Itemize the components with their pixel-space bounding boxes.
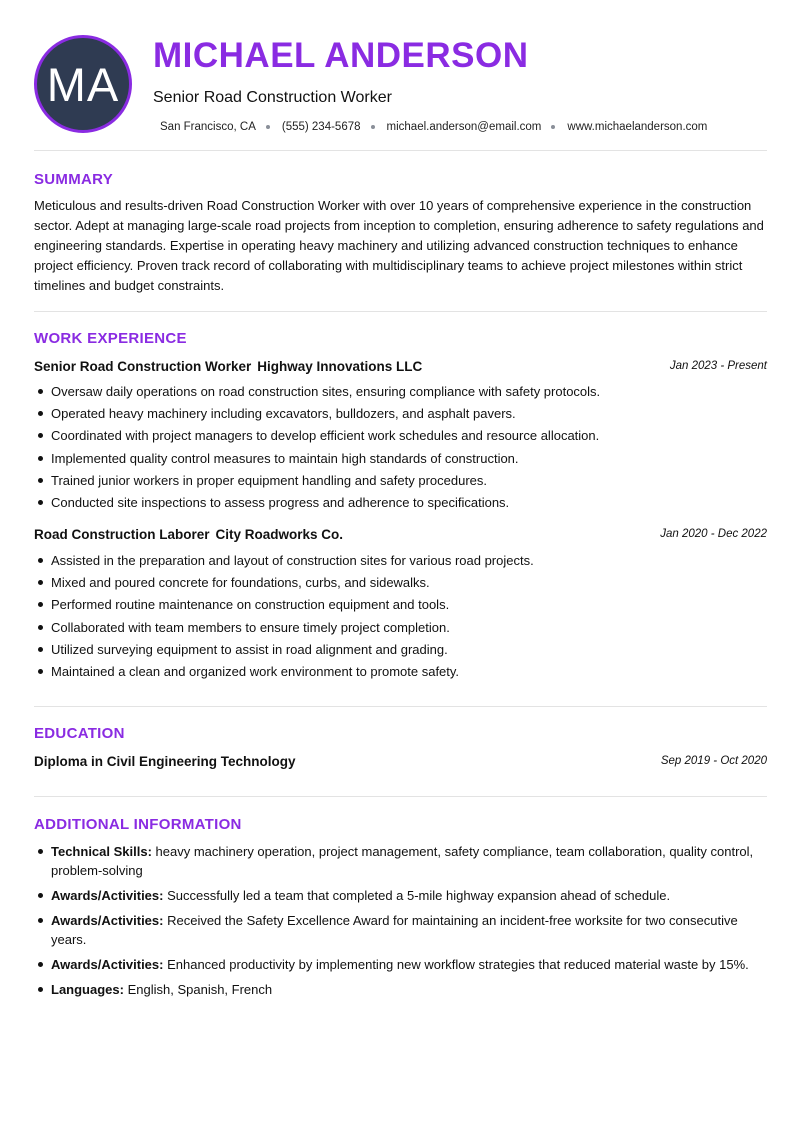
job-role: Road Construction Laborer	[34, 527, 210, 542]
list-item	[34, 886, 769, 905]
item-label: Technical Skills:	[51, 844, 152, 859]
job-dates: Jan 2023 - Present	[669, 360, 767, 372]
avatar	[34, 35, 132, 133]
work-experience-heading: WORK EXPERIENCE	[34, 330, 187, 347]
list-item: Conducted site inspections to assess progress and adherence to specifications.	[34, 493, 767, 515]
candidate-title: Senior Road Construction Worker	[153, 89, 392, 106]
item-text: Successfully led a team that completed a 5-mile highway expansion ahead of schedule.	[167, 888, 671, 903]
item-text: Received the Safety Excellence Award for maintaining an incident-free worksite for two consecutive years.	[51, 913, 738, 947]
education-dates: Sep 2019 - Oct 2020	[660, 755, 767, 767]
separator-dot	[371, 125, 375, 129]
resume-header	[0, 0, 800, 150]
list-item	[34, 980, 769, 999]
list-item: Coordinated with project managers to develop efficient work schedules and resource allocation.	[34, 426, 767, 448]
job-bullet-list	[34, 551, 767, 684]
item-text: English, Spanish, French	[127, 982, 273, 997]
job-bullet-list	[34, 382, 767, 515]
job-dates: Jan 2020 - Dec 2022	[660, 528, 767, 540]
list-item: Assisted in the preparation and layout of construction sites for various road projects.	[34, 551, 767, 573]
list-item: Implemented quality control measures to maintain high standards of construction.	[34, 449, 767, 471]
additional-info-heading: ADDITIONAL INFORMATION	[34, 816, 242, 833]
summary-text: Meticulous and results-driven Road Construction Worker with over 10 years of comprehensive experience in the construction sector. Adept at managing large-scale road projects from inception to completion, ensuring adherence to safety regulations and engineering standards. Expertise in operating heavy machinery and utilizing advanced construction techniques to enhance project efficiency. Proven track record of collaborating with multidisciplinary teams to achieve project milestones within strict timelines and budget constraints.	[34, 198, 764, 293]
item-text: Enhanced productivity by implementing new workflow strategies that reduced material waste by 15%.	[167, 957, 749, 972]
list-item	[34, 911, 769, 949]
list-item: Mixed and poured concrete for foundations, curbs, and sidewalks.	[34, 573, 767, 595]
contact-email: michael.anderson@email.com	[386, 121, 542, 133]
section-divider	[34, 311, 767, 312]
contact-location: San Francisco, CA	[160, 121, 256, 133]
avatar-initials: MA	[46, 57, 120, 111]
list-item: Collaborated with team members to ensure timely project completion.	[34, 618, 767, 640]
job-header	[34, 527, 767, 545]
list-item: Trained junior workers in proper equipment handling and safety procedures.	[34, 471, 767, 493]
list-item: Operated heavy machinery including excavators, bulldozers, and asphalt pavers.	[34, 404, 767, 426]
list-item: Oversaw daily operations on road construction sites, ensuring compliance with safety protocols.	[34, 382, 767, 404]
list-item: Performed routine maintenance on construction equipment and tools.	[34, 595, 767, 617]
job-company: City Roadworks Co.	[215, 527, 344, 542]
additional-info-list	[34, 842, 769, 1005]
job-entry	[34, 527, 767, 684]
separator-dot	[266, 125, 270, 129]
education-entry	[34, 754, 767, 772]
candidate-name: MICHAEL ANDERSON	[153, 36, 529, 75]
section-divider	[34, 706, 767, 707]
job-role: Senior Road Construction Worker	[34, 359, 252, 374]
job-company: Highway Innovations LLC	[257, 359, 423, 374]
contact-line	[160, 121, 707, 133]
job-header	[34, 359, 767, 377]
education-degree: Diploma in Civil Engineering Technology	[34, 754, 296, 769]
item-label: Languages:	[51, 982, 124, 997]
list-item	[34, 842, 769, 880]
contact-website: www.michaelanderson.com	[567, 121, 708, 133]
summary-heading: SUMMARY	[34, 171, 114, 188]
education-header	[34, 754, 767, 772]
job-entry	[34, 359, 767, 515]
item-label: Awards/Activities:	[51, 913, 164, 928]
item-label: Awards/Activities:	[51, 957, 164, 972]
contact-phone: (555) 234-5678	[281, 121, 361, 133]
list-item: Maintained a clean and organized work environment to promote safety.	[34, 662, 767, 684]
list-item: Utilized surveying equipment to assist in road alignment and grading.	[34, 640, 767, 662]
item-text: heavy machinery operation, project management, safety compliance, team collaboration, quality control, problem-solving	[51, 844, 754, 878]
separator-dot	[551, 125, 555, 129]
section-divider	[34, 150, 767, 151]
education-heading: EDUCATION	[34, 725, 125, 742]
section-divider	[34, 796, 767, 797]
list-item	[34, 955, 769, 974]
job-role-line	[34, 527, 343, 542]
item-label: Awards/Activities:	[51, 888, 164, 903]
job-role-line	[34, 359, 422, 374]
